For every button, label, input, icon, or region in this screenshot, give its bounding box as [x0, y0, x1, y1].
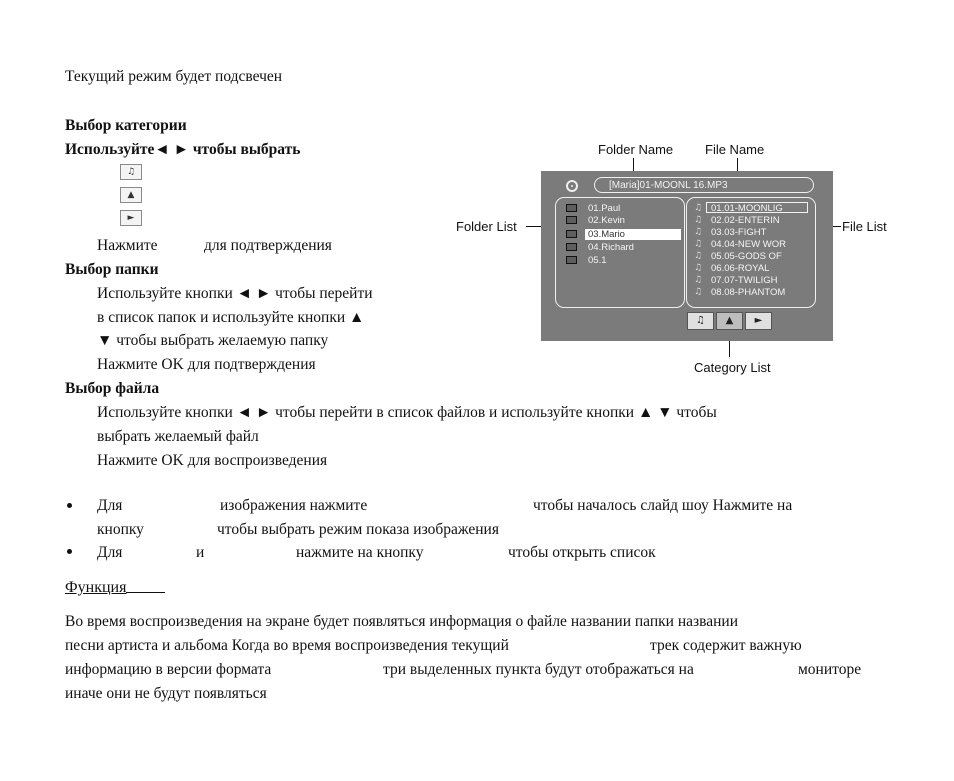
folder-list-item[interactable]: 02.Kevin — [588, 215, 625, 226]
bullet-1-part: Для — [97, 497, 123, 514]
folder-icon — [566, 216, 577, 224]
file-list-item[interactable]: 04.04-NEW WOR — [711, 239, 786, 250]
category-use-line: Используйте◄ ► чтобы выбрать — [65, 141, 301, 158]
folder-list-item[interactable]: 04.Richard — [588, 242, 634, 253]
music-note-icon: ♫ — [120, 164, 142, 180]
function-heading: Функция — [65, 578, 165, 598]
folder-icon — [566, 256, 577, 264]
bullet-2-part: Для — [97, 544, 123, 561]
file-line: Нажмите OK для воспроизведения — [97, 452, 328, 469]
file-name-label: File Name — [705, 142, 765, 157]
bullet-2-part: чтобы открыть список — [508, 544, 656, 561]
bullet-dot — [67, 503, 72, 508]
folder-icon — [566, 243, 577, 251]
folder-name-label: Folder Name — [598, 142, 674, 157]
category-press-2: для подтверждения — [204, 237, 332, 254]
file-list-item-selected[interactable]: 01.01-MOONLIG — [711, 203, 783, 214]
folder-icon — [566, 230, 577, 238]
file-list-label: File List — [842, 219, 887, 234]
intro-text: Текущий режим будет подсвечен — [65, 68, 283, 85]
music-note-icon: ♫ — [694, 287, 703, 297]
function-line: иначе они не будут появляться — [65, 685, 267, 702]
bullet-1-part: чтобы началось слайд шоу Нажмите на — [533, 497, 793, 514]
music-note-icon[interactable]: ♫ — [687, 312, 714, 330]
file-list-item[interactable]: 02.02-ENTERIN — [711, 215, 780, 226]
music-note-icon: ♫ — [694, 263, 703, 273]
picture-icon[interactable]: ▲ — [716, 312, 743, 330]
music-note-icon: ♫ — [694, 239, 703, 249]
folder-list-item[interactable]: 05.1 — [588, 255, 607, 266]
music-note-icon: ♫ — [694, 275, 703, 285]
folder-line: ▼ чтобы выбрать желаемую папку — [97, 332, 329, 349]
folder-line: в список папок и используйте кнопки ▲ — [97, 309, 365, 326]
folder-list-item-selected[interactable]: 03.Mario — [588, 229, 625, 240]
movie-icon: ► — [120, 210, 142, 226]
function-line: песни артиста и альбома Когда во время воспроизведения текущий — [65, 637, 509, 654]
function-line: Во время воспроизведения на экране будет появляться информация о файле названии папки названии — [65, 613, 739, 630]
category-list-label: Category List — [694, 360, 771, 375]
bullet-2-part: нажмите на кнопку — [296, 544, 424, 561]
file-list-item[interactable]: 08.08-PHANTOM — [711, 287, 786, 298]
function-line: трек содержит важную — [650, 637, 802, 654]
folder-heading: Выбор папки — [65, 261, 159, 278]
bullet-2-part: и — [196, 544, 205, 561]
bullet-1-line2-part: кнопку — [97, 521, 144, 538]
file-list-item[interactable]: 06.06-ROYAL — [711, 263, 770, 274]
category-bar — [687, 312, 773, 330]
category-press-1: Нажмите — [97, 237, 158, 254]
function-line: три выделенных пункта будут отображаться на — [383, 661, 694, 678]
picture-icon: ▲ — [120, 187, 142, 203]
bullet-1-line2-part: чтобы выбрать режим показа изображения — [217, 521, 499, 538]
now-playing-header: [Maria]01-MOONL 16.MP3 — [594, 177, 814, 193]
folder-list-label: Folder List — [456, 219, 517, 234]
music-note-icon: ♫ — [694, 215, 703, 225]
bullet-1-part: изображения нажмите — [220, 497, 368, 514]
music-note-icon: ♫ — [694, 251, 703, 261]
function-line: информацию в версии формата — [65, 661, 272, 678]
file-line: выбрать желаемый файл — [97, 428, 259, 445]
file-list-item[interactable]: 03.03-FIGHT — [711, 227, 767, 238]
folder-line: Нажмите OK для подтверждения — [97, 356, 316, 373]
file-list-item[interactable]: 07.07-TWILIGH — [711, 275, 778, 286]
music-note-icon: ♫ — [694, 203, 703, 213]
file-list-item[interactable]: 05.05-GODS OF — [711, 251, 782, 262]
disc-icon — [566, 180, 578, 192]
folder-icon — [566, 204, 577, 212]
bullet-dot — [67, 549, 72, 554]
category-heading: Выбор категории — [65, 117, 187, 134]
folder-line: Используйте кнопки ◄ ► чтобы перейти — [97, 285, 373, 302]
folder-list-item[interactable]: 01.Paul — [588, 203, 621, 214]
music-note-icon: ♫ — [694, 227, 703, 237]
file-heading: Выбор файла — [65, 380, 160, 397]
play-icon[interactable]: ► — [745, 312, 772, 330]
file-line: Используйте кнопки ◄ ► чтобы перейти в список файлов и используйте кнопки ▲ ▼ чтобы — [97, 404, 717, 421]
function-line: мониторе — [798, 661, 862, 678]
